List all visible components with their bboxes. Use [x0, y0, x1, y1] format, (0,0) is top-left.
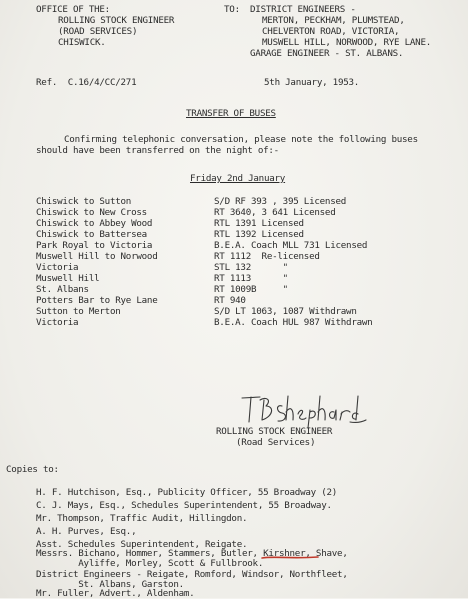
copy-recipient: St. Albans, Garston. — [36, 579, 184, 590]
transfer-detail: B.E.A. Coach MLL 731 Licensed — [214, 240, 368, 251]
to-label: TO: — [224, 4, 240, 15]
to-line-4: MUSWELL HILL, NORWOOD, RYE LANE. — [262, 37, 432, 48]
to-line-5: GARAGE ENGINEER - ST. ALBANS. — [250, 48, 404, 59]
transfer-detail: B.E.A. Coach HUL 987 Withdrawn — [214, 317, 373, 328]
copy-recipient: A. H. Purves, Esq., — [36, 526, 137, 537]
transfer-route: Muswell Hill — [36, 273, 100, 284]
transfer-route: Chiswick to Battersea — [36, 229, 147, 240]
document-title: TRANSFER OF BUSES — [186, 108, 276, 119]
to-line-3: CHELVERTON ROAD, VICTORIA, — [262, 26, 400, 37]
copy-recipient: Asst. Schedules Superintendent, Reigate. — [36, 539, 248, 550]
copy-recipient: C. J. Mays, Esq., Schedules Superintendent, 55 Broadway. — [36, 500, 332, 511]
transfer-detail: S/D RF 393 , 395 Licensed — [214, 196, 347, 207]
copy-recipient: District Engineers - Reigate, Romford, Windsor, Northfleet, — [36, 569, 348, 580]
copy-recipient: Mr. Thompson, Traffic Audit, Hillingdon. — [36, 513, 248, 524]
copy-recipient: H. F. Hutchison, Esq., Publicity Officer, 55 Broadway (2) — [36, 487, 338, 498]
copy-recipient: Messrs. Bichano, Hommer, Stammers, Butler, Kirshner, Shave, — [36, 548, 348, 559]
transfer-detail: RTL 1391 Licensed — [214, 218, 304, 229]
signatory-department: (Road Services) — [236, 437, 316, 448]
from-line-1: ROLLING STOCK ENGINEER — [58, 15, 175, 26]
transfer-route: Victoria — [36, 262, 79, 273]
transfer-detail: RT 1113 " — [214, 273, 288, 284]
transfer-route: Victoria — [36, 317, 79, 328]
date: 5th January, 1953. — [264, 77, 360, 88]
transfer-detail: RTL 1392 Licensed — [214, 229, 304, 240]
intro-line-2: should have been transferred on the night of:- — [36, 145, 279, 156]
transfer-detail: STL 132 " — [214, 262, 288, 273]
from-line-3: CHISWICK. — [58, 37, 106, 48]
transfer-route: Muswell Hill to Norwood — [36, 251, 158, 262]
transfer-detail: S/D LT 1063, 1087 Withdrawn — [214, 306, 357, 317]
transfer-route: Chiswick to Sutton — [36, 196, 132, 207]
to-line-1: DISTRICT ENGINEERS - — [250, 4, 356, 15]
transfer-detail: RT 3640, 3 641 Licensed — [214, 207, 336, 218]
copies-label: Copies to: — [6, 464, 59, 475]
transfer-detail: RT 1009B " — [214, 284, 288, 295]
copy-recipient: Ayliffe, Morley, Scott & Fullbrook. — [36, 558, 264, 569]
transfer-route: Sutton to Merton — [36, 306, 121, 317]
transfer-route: Potters Bar to Rye Lane — [36, 295, 158, 306]
transfer-detail: RT 1112 Re-licensed — [214, 251, 320, 262]
reference: Ref. C.16/4/CC/271 — [36, 77, 137, 88]
from-label: OFFICE OF THE: — [36, 4, 110, 15]
transfer-detail: RT 940 — [214, 295, 246, 306]
intro-line-1: Confirming telephonic conversation, please note the following buses — [64, 134, 418, 145]
date-subheading: Friday 2nd January — [190, 173, 286, 184]
transfer-route: Chiswick to New Cross — [36, 207, 147, 218]
signatory-title: ROLLING STOCK ENGINEER — [216, 426, 333, 437]
transfer-route: Park Royal to Victoria — [36, 240, 153, 251]
copy-recipient: Mr. Fuller, Advert., Aldenham. — [36, 588, 195, 599]
transfer-route: Chiswick to Abbey Wood — [36, 218, 153, 229]
from-line-2: (ROAD SERVICES) — [58, 26, 138, 37]
to-line-2: MERTON, PECKHAM, PLUMSTEAD, — [262, 15, 405, 26]
transfer-route: St. Albans — [36, 284, 89, 295]
red-underline-annotation — [260, 553, 320, 563]
